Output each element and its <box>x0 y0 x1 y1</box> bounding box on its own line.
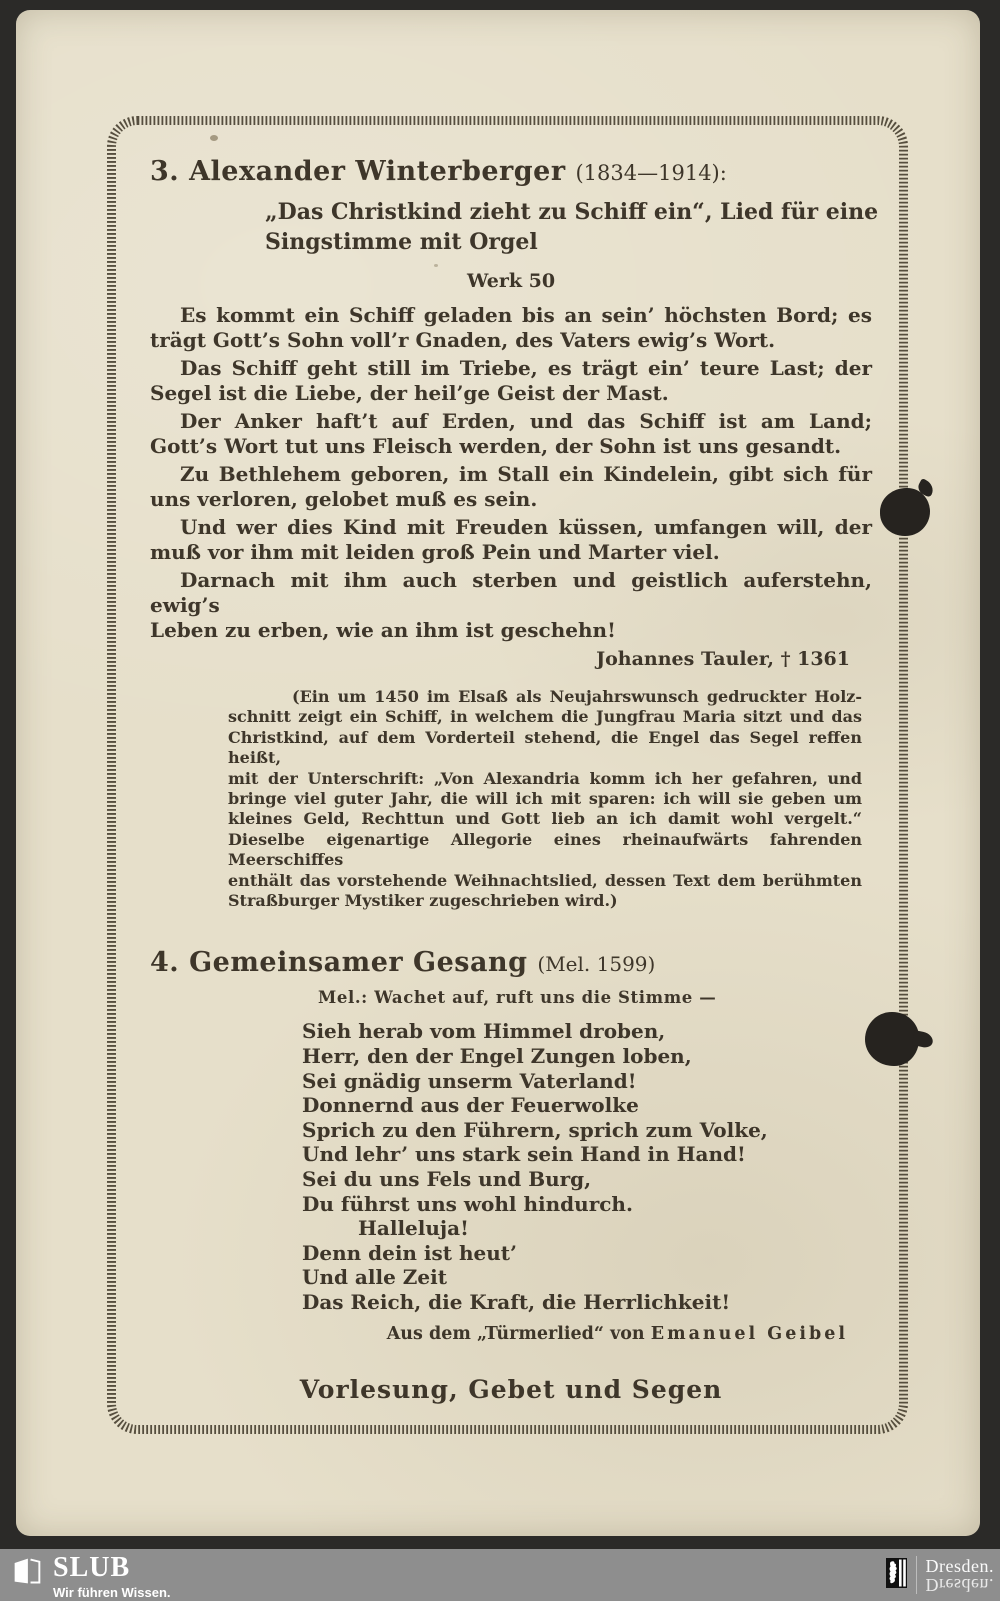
verse-line: Leben zu erben, wie an ihm ist geschehn! <box>150 618 616 642</box>
verse-1 <box>150 303 872 353</box>
attribution-author: Emanuel Geibel <box>650 1323 848 1344</box>
editorial-note <box>228 687 862 911</box>
hymn-line: Sprich zu den Führern, sprich zum Volke, <box>302 1117 768 1142</box>
work-title-line2: Singstimme mit Orgel <box>265 229 538 255</box>
paper-speck <box>434 264 438 267</box>
item4-number: 4. <box>150 947 180 979</box>
item4-attribution <box>150 1323 872 1345</box>
verse-line: Gott’s Wort tut uns Fleisch werden, der Sohn ist uns gesandt. <box>150 434 842 458</box>
hymn-line: Du führst uns wohl hindurch. <box>302 1191 633 1216</box>
slub-logo <box>12 1554 171 1600</box>
note-line: mit der Unterschrift: „Von Alexandria komm ich her gefahren, und <box>228 768 862 788</box>
hymn-line: Sieh herab vom Himmel droben, <box>302 1019 666 1044</box>
dresden-logo <box>886 1549 994 1601</box>
hymn-line: Sei du uns Fels und Burg, <box>302 1167 592 1192</box>
verse-line: muß vor ihm mit leiden groß Pein und Marter viel. <box>150 540 720 564</box>
verse-line: Das Schiff geht still im Triebe, es trägt ein’ teure Last; der <box>180 356 872 380</box>
hymn-text-block <box>150 303 872 643</box>
slub-slogan: Wir führen Wissen. <box>53 1585 171 1600</box>
note-line: kleines Geld, Rechttun und Gott lieb an ich damit wohl vergelt.“ <box>228 809 862 829</box>
ink-blot-top <box>880 488 930 536</box>
footer-divider <box>916 1556 917 1594</box>
scanned-page <box>16 10 980 1536</box>
note-line: (Ein um 1450 im Elsaß als Neujahrswunsch gedruckter Holz- <box>292 687 862 706</box>
verse-6 <box>150 568 872 643</box>
verse-line: trägt Gott’s Sohn voll’r Gnaden, des Vaters ewig’s Wort. <box>150 328 776 352</box>
item4-heading <box>150 947 872 978</box>
item3-attribution: Johannes Tauler, † 1361 <box>596 648 850 670</box>
paper-speck <box>210 135 218 141</box>
note-line: Straßburger Mystiker zugeschrieben wird.) <box>228 891 618 911</box>
hymn-line: Und alle Zeit <box>302 1265 447 1290</box>
note-line: schnitt zeigt ein Schiff, in welchem die Jungfrau Maria sitzt und das <box>228 707 862 727</box>
item3-composer: Alexander Winterberger <box>189 156 566 187</box>
hymn-line: Halleluja! <box>358 1216 469 1241</box>
hymn-line: Donnernd aus der Feuerwolke <box>302 1093 639 1118</box>
closing-line: Vorlesung, Gebet und Segen <box>299 1374 723 1404</box>
ink-blot-bottom <box>865 1012 919 1066</box>
verse-line: Darnach mit ihm auch sterben und geistlich auferstehn, ewig’s <box>150 568 872 617</box>
program-text <box>150 156 879 1405</box>
hymn-line: Sei gnädig unserm Vaterland! <box>302 1068 637 1093</box>
work-title-line1: „Das Christkind zieht zu Schiff ein“, Lied für eine <box>265 199 879 225</box>
hymn-line: Herr, den der Engel Zungen loben, <box>302 1044 692 1069</box>
dresden-coat-of-arms-icon <box>886 1558 907 1593</box>
note-line: bringe viel guter Jahr, die will ich mit sparen: ich will sie geben um <box>228 789 862 809</box>
congregational-hymn <box>302 1019 872 1314</box>
dresden-wordmark: Dresden. <box>925 1555 994 1576</box>
melody-indication: Mel.: Wachet auf, ruft uns die Stimme — <box>318 988 717 1008</box>
hymn-line: Das Reich, die Kraft, die Herrlichkeit! <box>302 1290 731 1314</box>
verse-line: Zu Bethlehem geboren, im Stall ein Kindelein, gibt sich für <box>180 462 872 486</box>
hymn-line: Und lehr’ uns stark sein Hand in Hand! <box>302 1142 746 1167</box>
verse-line: Und wer dies Kind mit Freuden küssen, umfangen will, der <box>180 515 872 539</box>
hymn-line: Denn dein ist heut’ <box>302 1240 517 1265</box>
note-line: Christkind, auf dem Vorderteil stehend, die Engel das Segel reffen heißt, <box>228 727 862 768</box>
verse-3 <box>150 409 872 459</box>
note-line: enthält das vorstehende Weihnachtslied, dessen Text dem berühmten <box>228 870 862 890</box>
item3-heading <box>150 156 872 187</box>
verse-line: Es kommt ein Schiff geladen bis an sein’ höchsten Bord; es <box>180 303 872 327</box>
slub-book-icon <box>12 1554 42 1593</box>
item4-melody-ref: (Mel. 1599) <box>537 952 656 977</box>
slub-acronym: SLUB <box>53 1552 131 1583</box>
library-footer-bar <box>0 1549 1000 1601</box>
note-line: Dieselbe eigenartige Allegorie eines rheinaufwärts fahrenden Meerschiffes <box>228 829 862 870</box>
verse-2 <box>150 356 872 406</box>
item3-work-title <box>265 197 879 257</box>
item4-title: Gemeinsamer Gesang <box>189 947 528 979</box>
item3-composer-dates: (1834—1914): <box>575 161 727 185</box>
attribution-prefix: Aus dem „Türmerlied“ von <box>386 1323 651 1344</box>
verse-line: uns verloren, gelobet muß es sein. <box>150 487 538 511</box>
verse-line: Der Anker haft’t auf Erden, und das Schiff ist am Land; <box>180 409 872 433</box>
dresden-wordmark-mirrored: Dresden. <box>925 1574 994 1595</box>
verse-line: Segel ist die Liebe, der heil’ge Geist der Mast. <box>150 381 669 405</box>
verse-5 <box>150 515 872 565</box>
item3-number: 3. <box>150 156 180 187</box>
verse-4 <box>150 462 872 512</box>
item3-opus: Werk 50 <box>466 270 556 292</box>
